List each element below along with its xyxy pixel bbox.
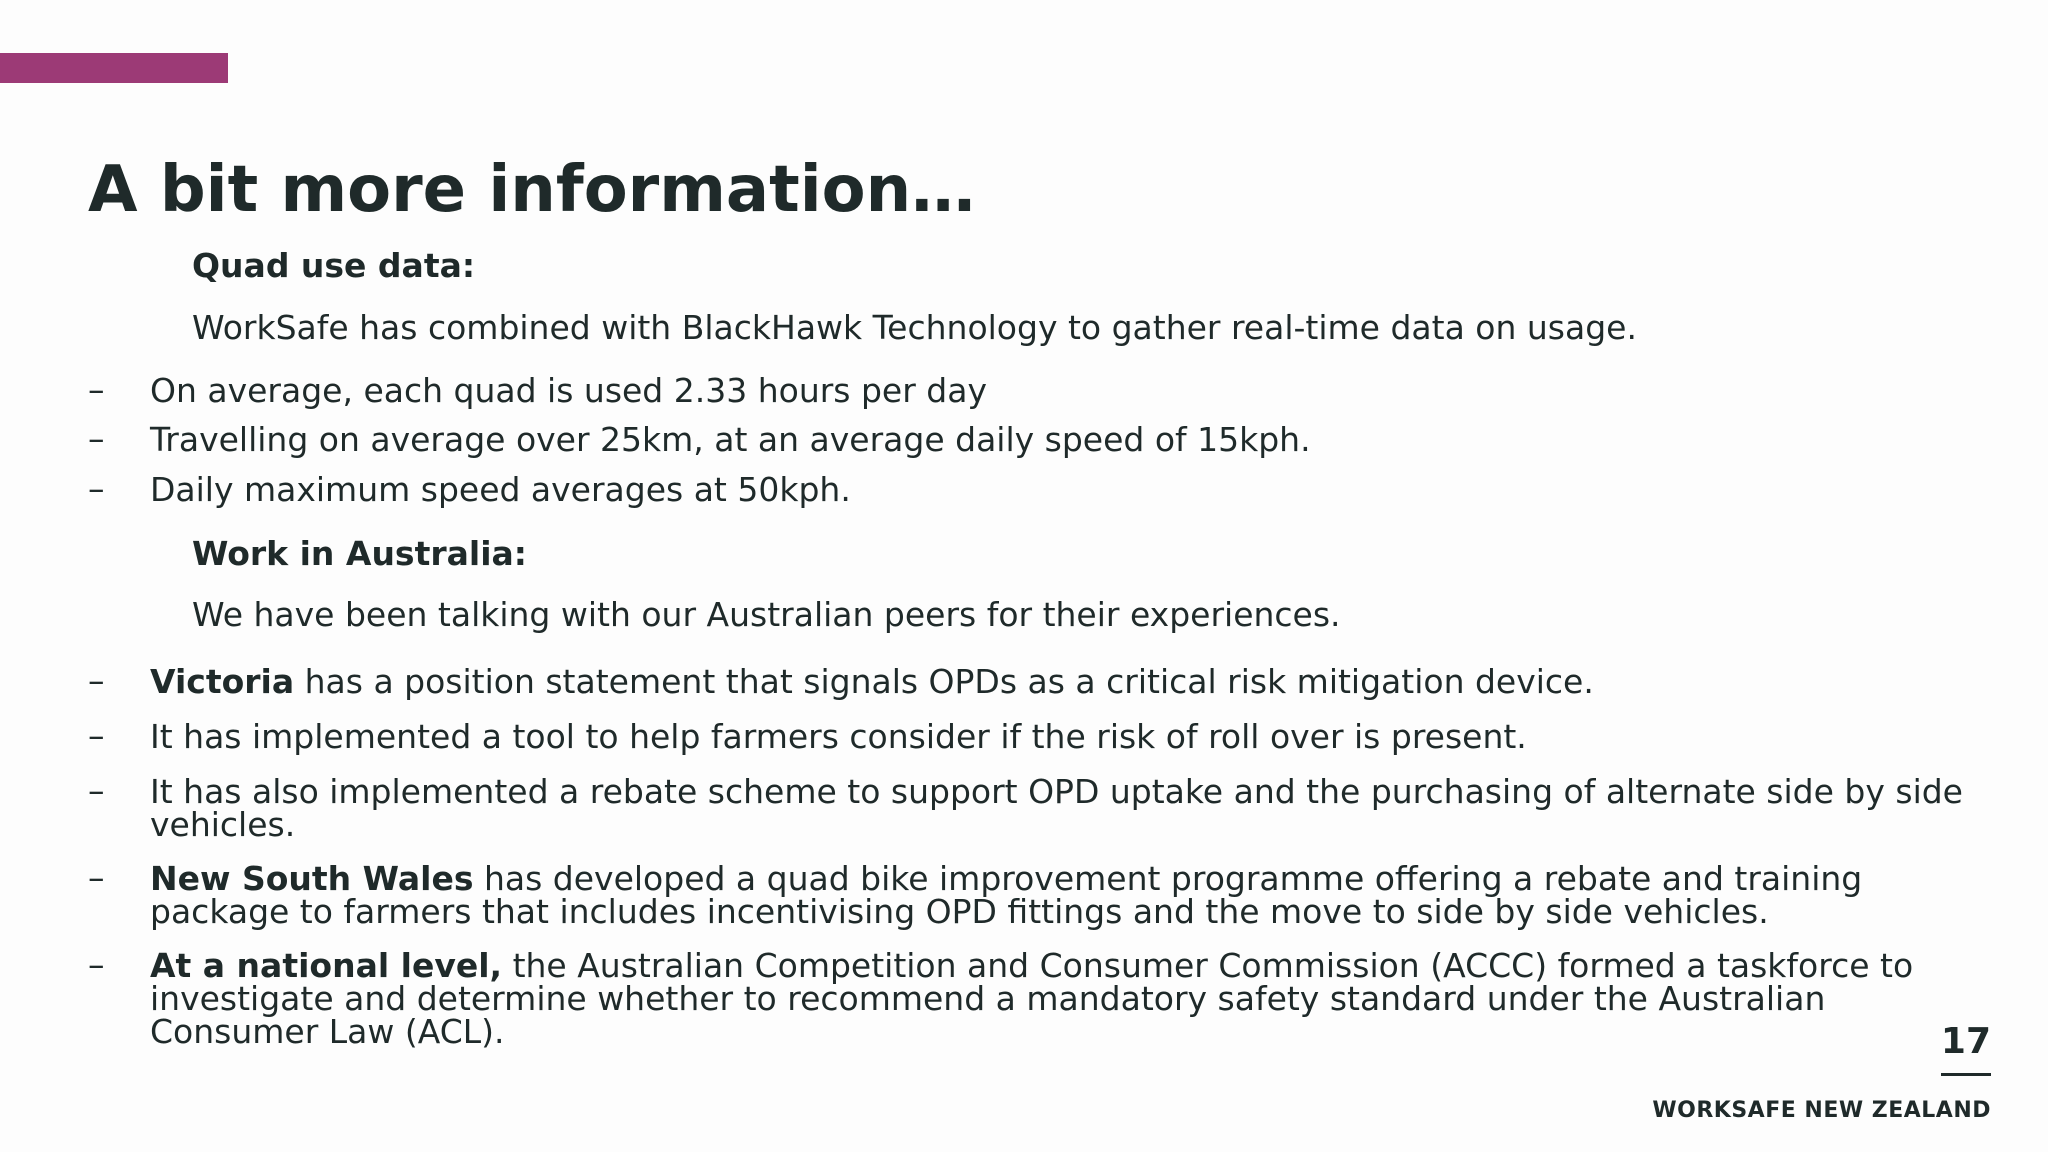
bullet-item — [150, 946, 1990, 1051]
bullet-dash: – — [88, 771, 105, 810]
bullet-bold-lead: Victoria — [150, 662, 295, 701]
bullet-item — [150, 371, 1990, 410]
bullet-item — [150, 470, 1990, 509]
bullet-dash: – — [88, 469, 105, 508]
bullet-text: has developed a quad bike improvement programme offering a rebate and training package to farmers that includes incentivising OPD fittings and the move to side by side vehicles. — [150, 859, 1863, 931]
bullet-text: the Australian Competition and Consumer Commission (ACCC) formed a taskforce to investigate and determine whether to recommend a mandatory safety standard under the Australian Consumer Law (ACL). — [150, 946, 1914, 1051]
bullet-text: has a position statement that signals OPDs as a critical risk mitigation device. — [294, 662, 1594, 701]
slide-title: A bit more information… — [88, 153, 976, 227]
bullet-item — [150, 772, 1990, 844]
bullet-item — [150, 717, 1990, 756]
bullet-text: It has implemented a tool to help farmers consider if the risk of roll over is present. — [150, 717, 1527, 756]
bullet-bold-lead: New South Wales — [150, 859, 474, 898]
page-number: 17 — [1940, 1021, 1991, 1062]
section-heading-australia: Work in Australia: — [192, 534, 527, 573]
page-number-underline — [1941, 1073, 1991, 1076]
bullet-text: On average, each quad is used 2.33 hours per day — [150, 371, 987, 410]
bullet-dash: – — [88, 716, 105, 755]
section-intro-australia: We have been talking with our Australian peers for their experiences. — [192, 595, 1341, 634]
bullet-dash: – — [88, 661, 105, 700]
bullet-item — [150, 662, 1990, 701]
section-intro-quad: WorkSafe has combined with BlackHawk Technology to gather real-time data on usage. — [192, 308, 1637, 347]
accent-bar — [0, 53, 228, 83]
section-heading-quad: Quad use data: — [192, 246, 476, 285]
bullet-item — [150, 420, 1990, 459]
bullet-bold-lead: At a national level, — [150, 946, 503, 985]
bullet-text: It has also implemented a rebate scheme to support OPD uptake and the purchasing of alternate side by side vehicles. — [150, 772, 1963, 844]
bullet-dash: – — [88, 858, 105, 897]
bullet-item — [150, 859, 1990, 931]
bullet-text: Travelling on average over 25km, at an average daily speed of 15kph. — [150, 420, 1311, 459]
footer-brand: WORKSAFE NEW ZEALAND — [1652, 1098, 1991, 1123]
bullet-dash: – — [88, 370, 105, 409]
bullet-text: Daily maximum speed averages at 50kph. — [150, 470, 851, 509]
bullet-dash: – — [88, 419, 105, 458]
bullet-dash: – — [88, 945, 105, 984]
